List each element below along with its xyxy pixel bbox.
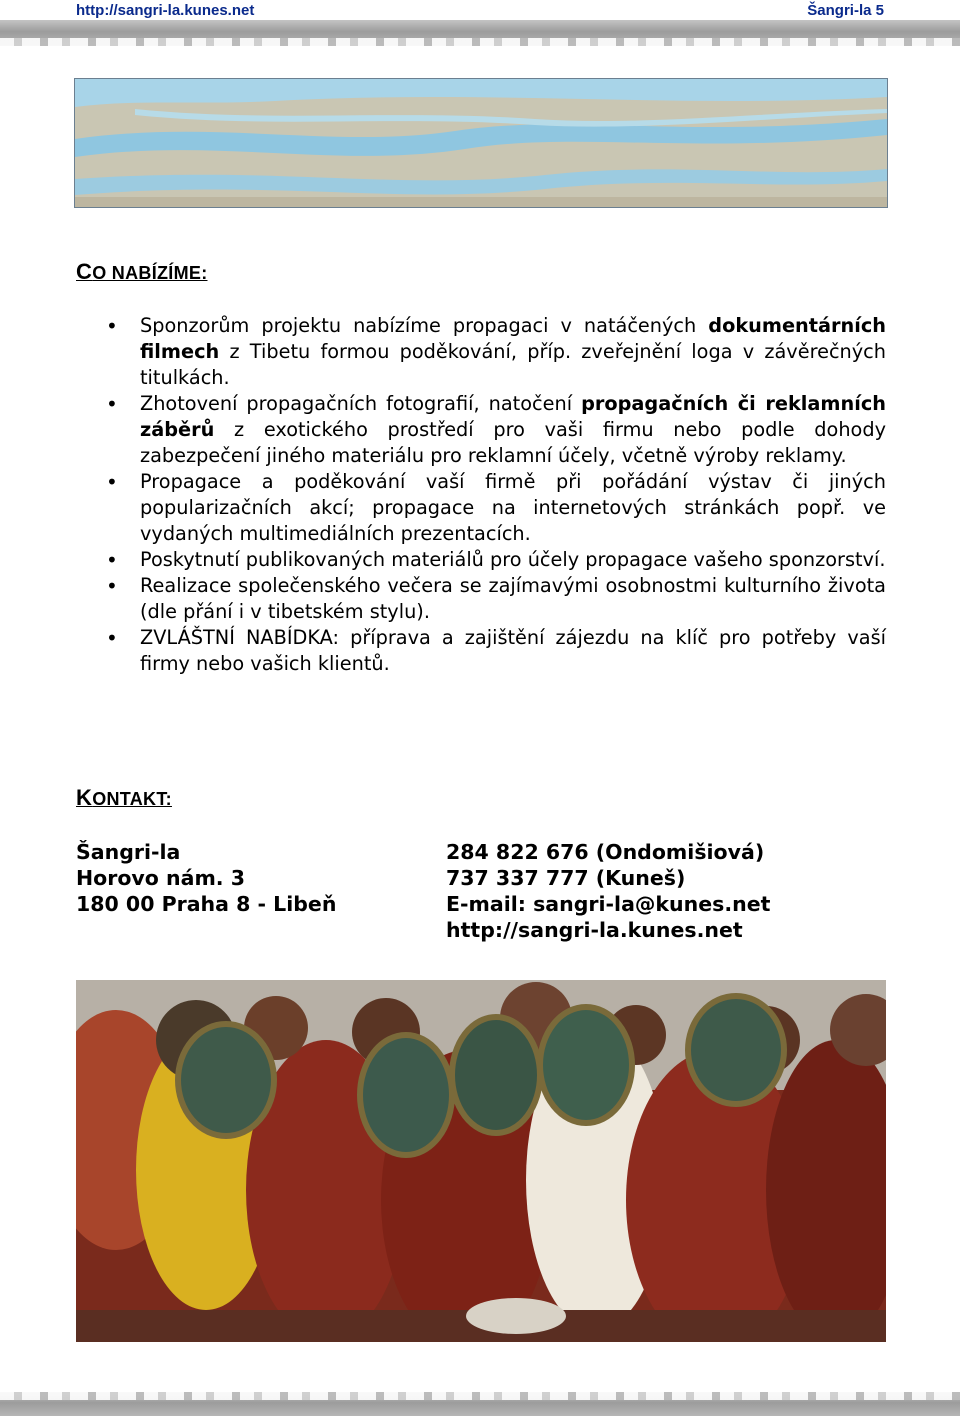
- list-item: • Realizace společenského večera se zajímavými osobnostmi kulturního života (dle přání i v tibetském stylu).: [76, 573, 886, 625]
- list-item: • ZVLÁŠTNÍ NABÍDKA: příprava a zajištění zájezdu na klíč pro potřeby vaší firmy nebo vašich klientů.: [76, 625, 886, 677]
- contact-web[interactable]: http://sangri-la.kunes.net: [446, 918, 743, 942]
- footer-band: [0, 1392, 960, 1416]
- contact-street: Horovo nám. 3: [76, 866, 245, 890]
- contact-email[interactable]: E-mail: sangri-la@kunes.net: [446, 892, 771, 916]
- contact-city: 180 00 Praha 8 - Libeň: [76, 892, 337, 916]
- contact-section-title: KONTAKT:: [76, 785, 172, 810]
- contact-phone-2: 737 337 777 (Kuneš): [446, 866, 686, 890]
- contact-details: [446, 839, 770, 943]
- contact-phone-1: 284 822 676 (Ondomišiová): [446, 840, 765, 864]
- offer-list: [76, 313, 886, 677]
- contact-address: [76, 839, 336, 917]
- list-item: • Sponzorům projektu nabízíme propagaci v natáčených dokumentárních filmech z Tibetu formou poděkování, příp. zveřejnění loga v závěrečných titulkách.: [76, 313, 886, 391]
- river-landscape-photo: [74, 78, 888, 208]
- list-item: • Propagace a poděkování vaší firmě při pořádání výstav či jiných popularizačních akcí; propagace na internetových stránkách popř. ve vydaných multimediálních prezentacích.: [76, 469, 886, 547]
- header-band: [0, 20, 960, 46]
- contact-name: Šangri-la: [76, 840, 181, 864]
- header-url[interactable]: http://sangri-la.kunes.net: [76, 2, 255, 19]
- list-item: • Poskytnutí publikovaných materiálů pro účely propagace vašeho sponzorství.: [76, 547, 886, 573]
- monks-ceremony-photo: [76, 980, 886, 1342]
- offer-section-title: CO NABÍZÍME:: [76, 259, 208, 284]
- page-header: [76, 2, 884, 20]
- header-page-label: Šangri-la 5: [807, 2, 884, 19]
- list-item: • Zhotovení propagačních fotografií, natočení propagačních či reklamních záběrů z exotického prostředí pro vaši firmu nebo podle dohody zabezpečení jiného materiálu pro reklamní účely, včetně výroby reklamy.: [76, 391, 886, 469]
